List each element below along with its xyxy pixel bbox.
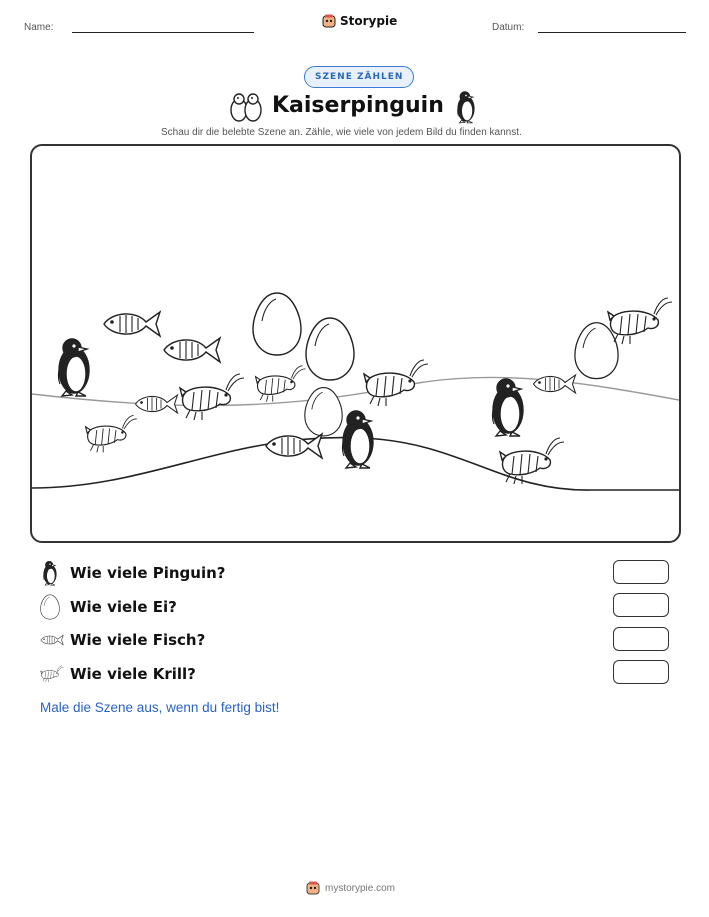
egg-icon bbox=[40, 594, 60, 620]
scene-frame bbox=[30, 144, 681, 543]
egg-figure bbox=[305, 388, 342, 436]
question-row bbox=[40, 662, 196, 686]
brand-logo bbox=[322, 14, 397, 28]
penguin-figure bbox=[342, 411, 373, 468]
krill-figure bbox=[180, 374, 244, 420]
question-row bbox=[40, 628, 205, 652]
fish-figure bbox=[164, 338, 220, 362]
penguin-icon bbox=[40, 560, 60, 586]
egg-figure bbox=[575, 323, 618, 379]
fish-figure bbox=[136, 395, 178, 413]
page-title: Kaiserpinguin bbox=[272, 93, 444, 118]
penguin-figure bbox=[58, 339, 89, 396]
wave-line-light bbox=[32, 377, 679, 405]
krill-figure bbox=[86, 416, 137, 453]
question-text: Wie viele Krill? bbox=[70, 665, 196, 683]
egg-figure bbox=[253, 293, 301, 355]
storypie-logo-icon bbox=[322, 14, 336, 28]
instructions-text: Schau dir die belebte Szene an. Zähle, wie viele von jedem Bild du finden kannst. bbox=[161, 127, 522, 138]
question-text: Wie viele Fisch? bbox=[70, 631, 206, 649]
answer-box-fish[interactable] bbox=[613, 627, 669, 651]
krill-figure bbox=[608, 298, 672, 344]
scene-count-badge: SZENE ZÄHLEN bbox=[304, 66, 414, 88]
answer-box-egg[interactable] bbox=[613, 593, 669, 617]
question-row bbox=[40, 560, 225, 586]
answer-box-penguin[interactable] bbox=[613, 560, 669, 584]
scene-illustration bbox=[32, 146, 679, 541]
date-line[interactable] bbox=[538, 32, 686, 33]
storypie-logo-icon bbox=[306, 881, 320, 895]
fish-figure bbox=[104, 312, 160, 336]
question-text: Wie viele Ei? bbox=[70, 598, 177, 616]
footer bbox=[306, 881, 395, 895]
krill-icon bbox=[40, 662, 64, 686]
egg-figure bbox=[306, 318, 354, 380]
title-left-icon bbox=[228, 91, 264, 127]
penguin-figure bbox=[492, 379, 523, 436]
brand-name: Storypie bbox=[340, 14, 398, 28]
fish-icon bbox=[40, 628, 64, 652]
footer-link[interactable]: mystorypie.com bbox=[325, 882, 396, 894]
name-label: Name: bbox=[24, 22, 54, 33]
date-label: Datum: bbox=[492, 22, 525, 33]
answer-box-krill[interactable] bbox=[613, 660, 669, 684]
question-text: Wie viele Pinguin? bbox=[70, 564, 226, 582]
fish-figure bbox=[534, 375, 576, 393]
krill-figure bbox=[256, 366, 306, 402]
question-row bbox=[40, 594, 177, 620]
fish-figure bbox=[266, 434, 322, 458]
coloring-note: Male die Szene aus, wenn du fertig bist! bbox=[40, 700, 280, 715]
title-penguin-icon bbox=[455, 90, 477, 128]
name-line[interactable] bbox=[72, 32, 254, 33]
